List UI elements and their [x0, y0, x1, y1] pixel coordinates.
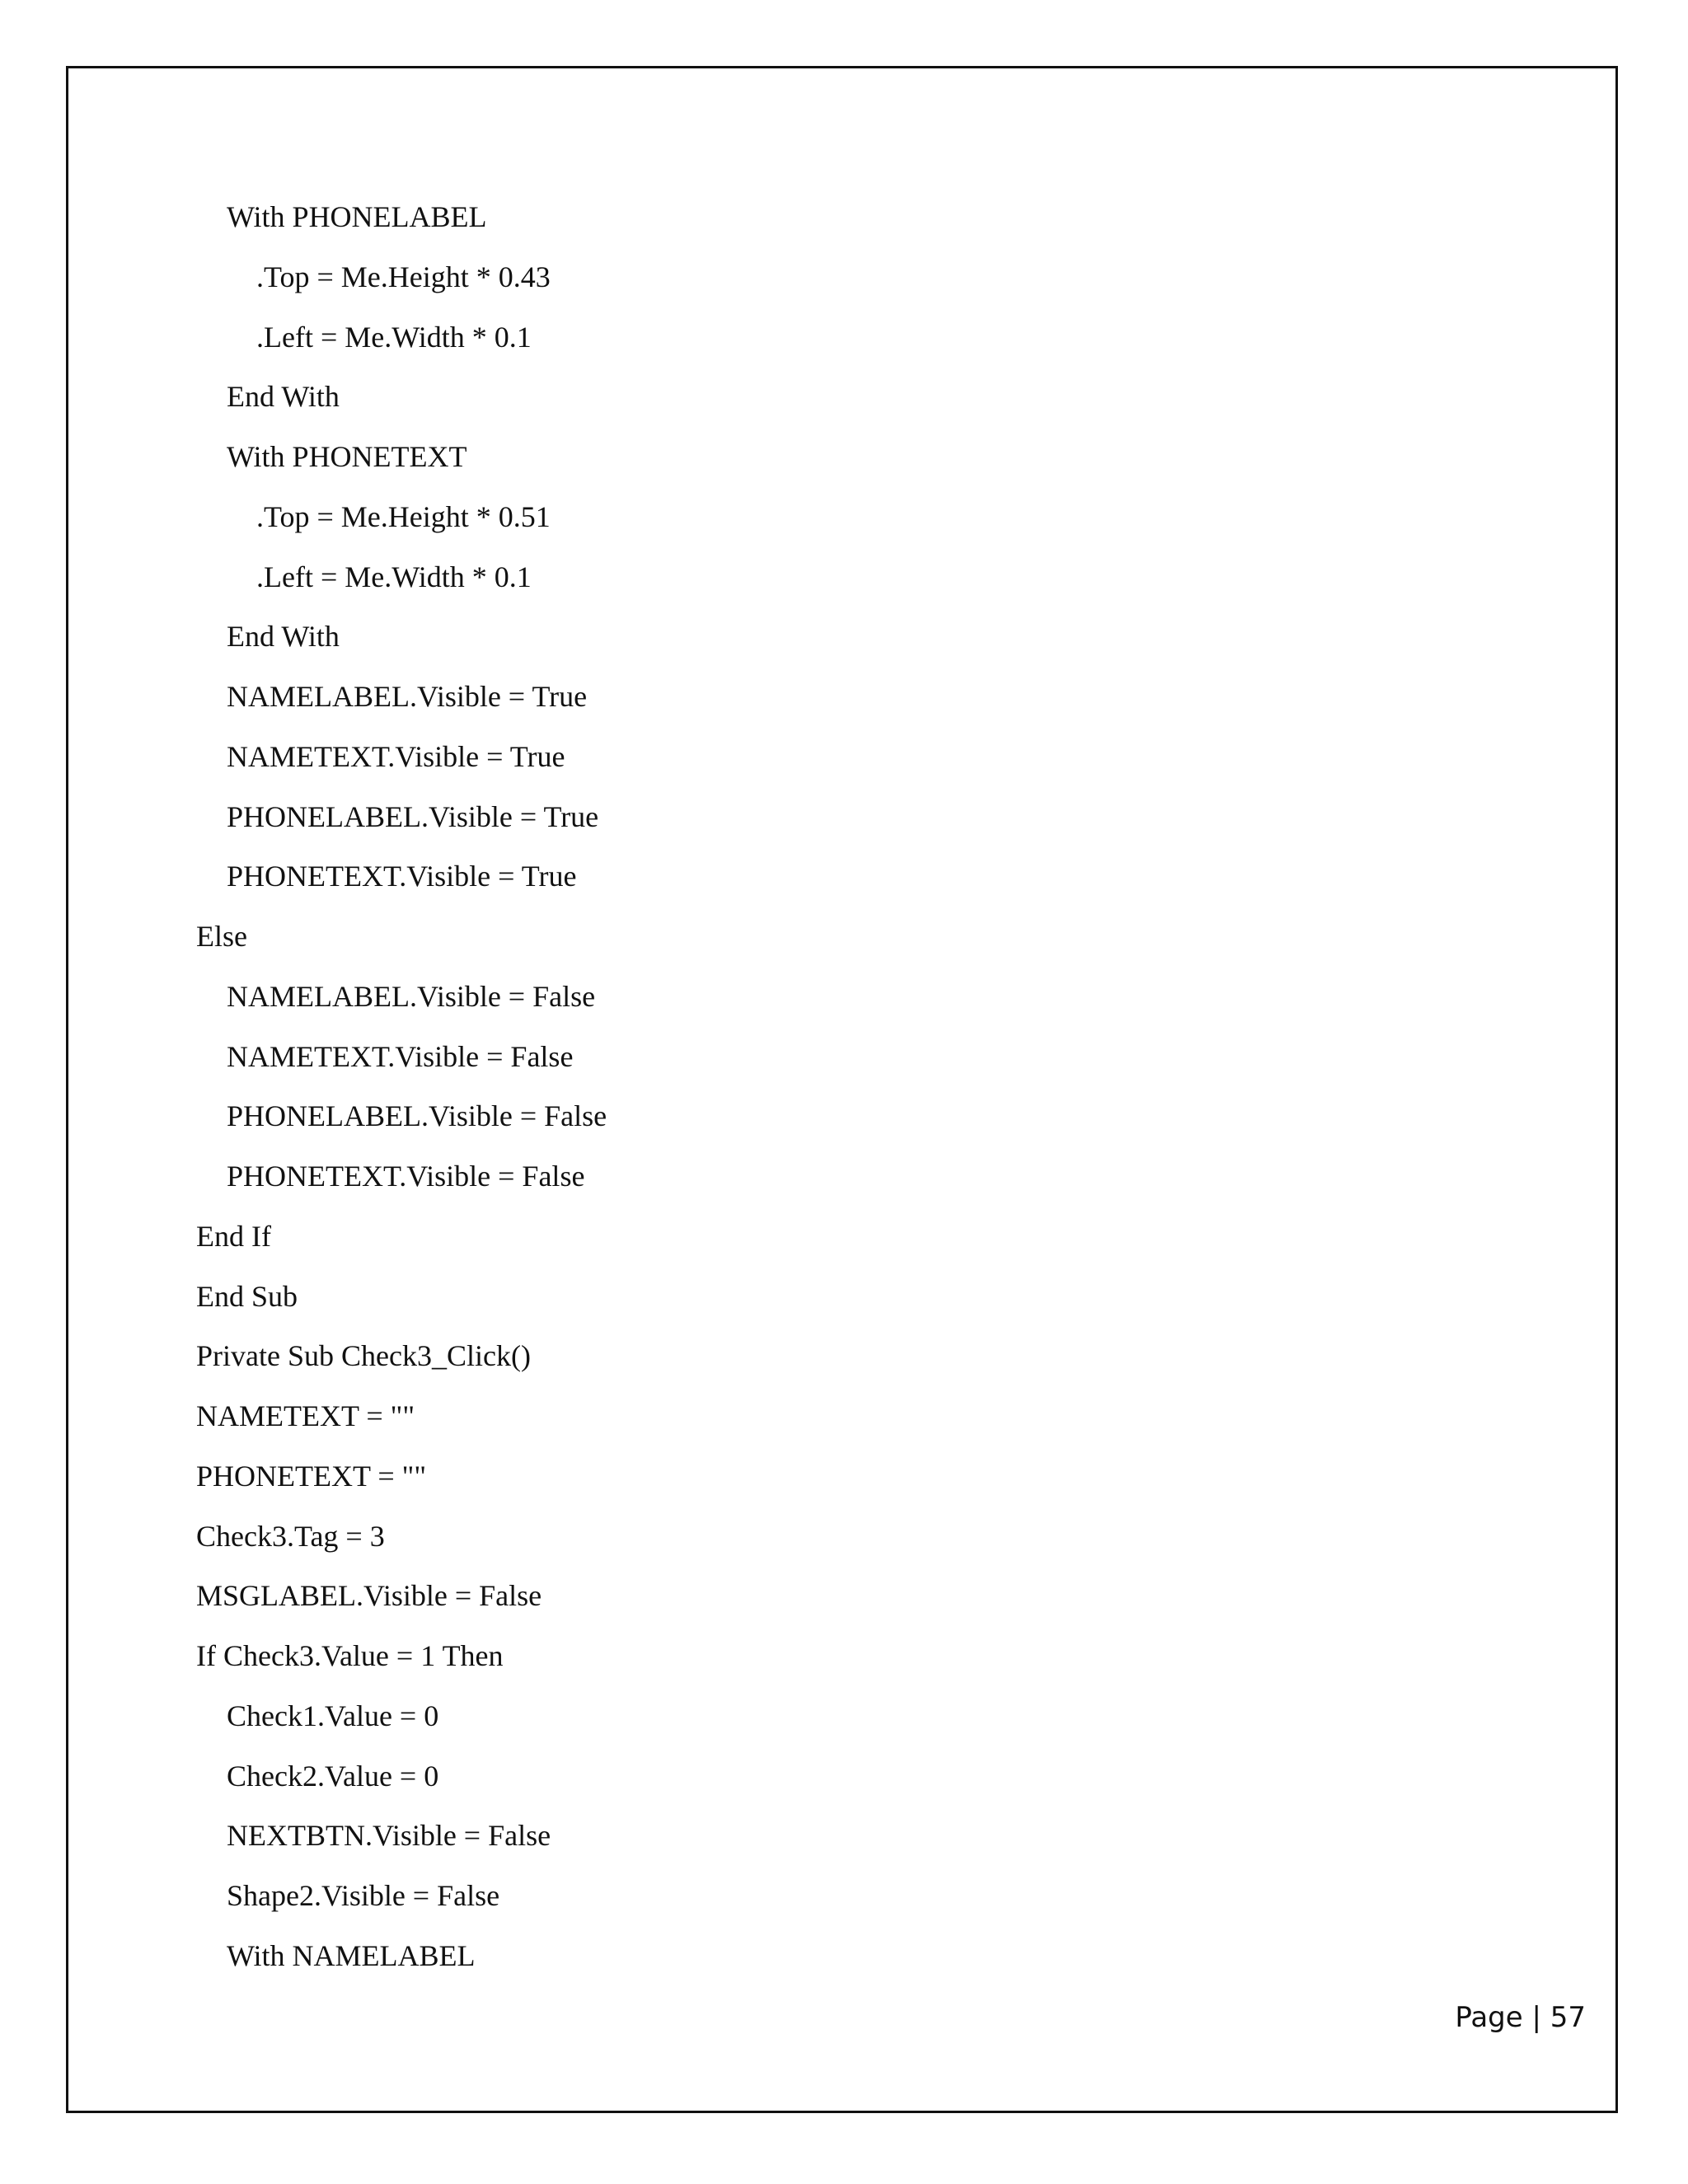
- code-line: NAMELABEL.Visible = False: [227, 979, 596, 1013]
- code-line: .Left = Me.Width * 0.1: [256, 320, 532, 354]
- code-line: With PHONETEXT: [227, 440, 467, 473]
- code-line: PHONETEXT.Visible = False: [227, 1160, 585, 1193]
- code-line: Check2.Value = 0: [227, 1759, 439, 1793]
- code-line: PHONELABEL.Visible = True: [227, 799, 599, 833]
- code-line: If Check3.Value = 1 Then: [196, 1639, 504, 1672]
- code-line: NAMETEXT = "": [196, 1399, 415, 1432]
- code-line: .Top = Me.Height * 0.43: [256, 260, 551, 293]
- code-block: [196, 194, 607, 1993]
- code-line: .Top = Me.Height * 0.51: [256, 499, 551, 533]
- code-line: NEXTBTN.Visible = False: [227, 1819, 551, 1853]
- code-line: Else: [196, 920, 247, 953]
- code-line: End With: [227, 620, 340, 654]
- code-line: Check1.Value = 0: [227, 1699, 439, 1732]
- code-line: .Left = Me.Width * 0.1: [256, 560, 532, 593]
- code-line: MSGLABEL.Visible = False: [196, 1579, 542, 1613]
- code-line: NAMETEXT.Visible = True: [227, 739, 565, 773]
- code-line: End If: [196, 1219, 271, 1253]
- code-line: End Sub: [196, 1279, 298, 1313]
- page-number: Page | 57: [1455, 2001, 1586, 2034]
- code-line: With PHONELABEL: [227, 200, 487, 233]
- code-line: PHONETEXT = "": [196, 1459, 427, 1493]
- code-line: NAMELABEL.Visible = True: [227, 680, 588, 713]
- code-line: Check3.Tag = 3: [196, 1519, 385, 1553]
- code-line: PHONETEXT.Visible = True: [227, 860, 577, 893]
- code-line: NAMETEXT.Visible = False: [227, 1039, 574, 1073]
- code-line: Private Sub Check3_Click(): [196, 1339, 531, 1373]
- code-line: With NAMELABEL: [227, 1938, 476, 1972]
- code-line: End With: [227, 380, 340, 414]
- code-line: PHONELABEL.Visible = False: [227, 1099, 607, 1133]
- code-line: Shape2.Visible = False: [227, 1879, 500, 1912]
